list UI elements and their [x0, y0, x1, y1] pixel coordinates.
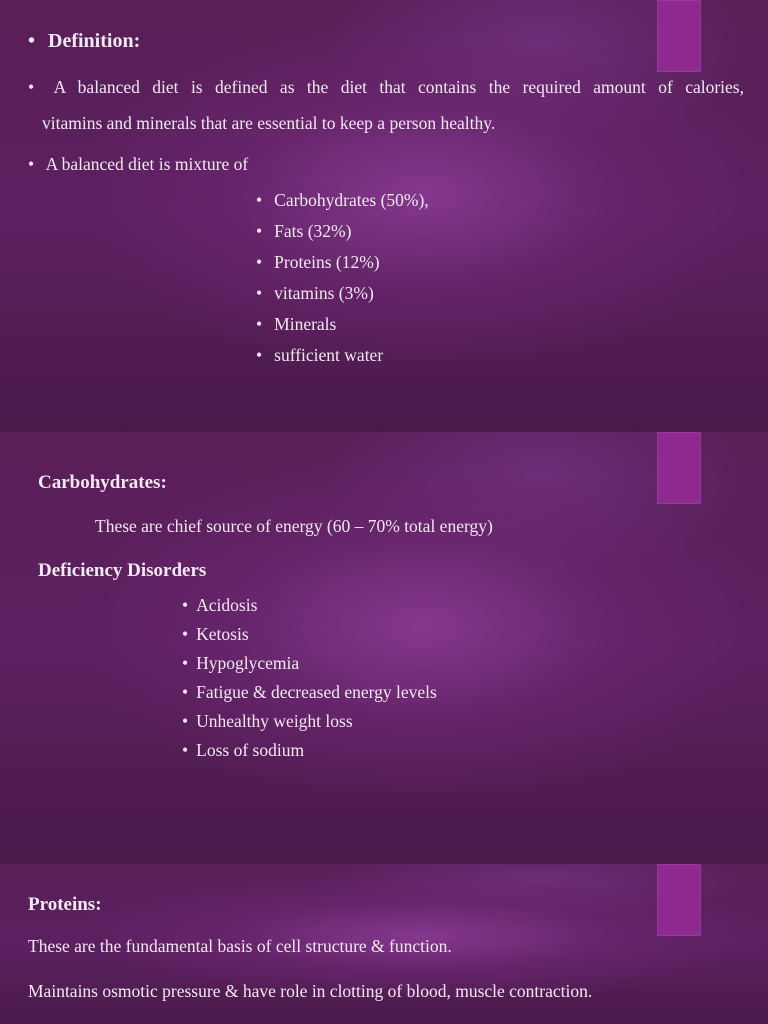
deficiency-subheading: Deficiency Disorders	[38, 560, 207, 581]
disorder-item: • Fatigue & decreased energy levels	[182, 682, 437, 703]
slide-definition	[0, 0, 768, 432]
definition-para-line2: vitamins and minerals that are essential to keep a person healthy.	[42, 113, 496, 133]
disorder-item: • Hypoglycemia	[182, 653, 299, 674]
slide-carbohydrates	[0, 432, 768, 864]
accent-block	[657, 864, 701, 936]
definition-para-line1: • A balanced diet is defined as the diet that contains the required amount of calories,	[28, 77, 744, 98]
disorder-item: • Acidosis	[182, 595, 257, 616]
accent-block	[657, 432, 701, 504]
accent-block	[657, 0, 701, 72]
component-item: • Minerals	[256, 314, 336, 335]
component-item: • Carbohydrates (50%),	[256, 190, 429, 211]
component-item: • Proteins (12%)	[256, 252, 380, 273]
carbohydrates-description: These are chief source of energy (60 – 70% total energy)	[95, 516, 493, 536]
slide-proteins	[0, 864, 768, 1024]
component-item: • vitamins (3%)	[256, 283, 374, 304]
component-item: • Fats (32%)	[256, 221, 351, 242]
proteins-heading: Proteins:	[28, 894, 102, 915]
disorder-item: • Ketosis	[182, 624, 249, 645]
definition-heading: • Definition:	[28, 30, 140, 53]
disorder-item: • Loss of sodium	[182, 740, 304, 761]
component-item: • sufficient water	[256, 345, 383, 366]
mixture-intro: • A balanced diet is mixture of	[28, 154, 248, 175]
proteins-line1: These are the fundamental basis of cell structure & function.	[28, 936, 452, 956]
proteins-line2: Maintains osmotic pressure & have role in clotting of blood, muscle contraction.	[28, 981, 593, 1001]
disorder-item: • Unhealthy weight loss	[182, 711, 353, 732]
carbohydrates-heading: Carbohydrates:	[38, 472, 167, 493]
